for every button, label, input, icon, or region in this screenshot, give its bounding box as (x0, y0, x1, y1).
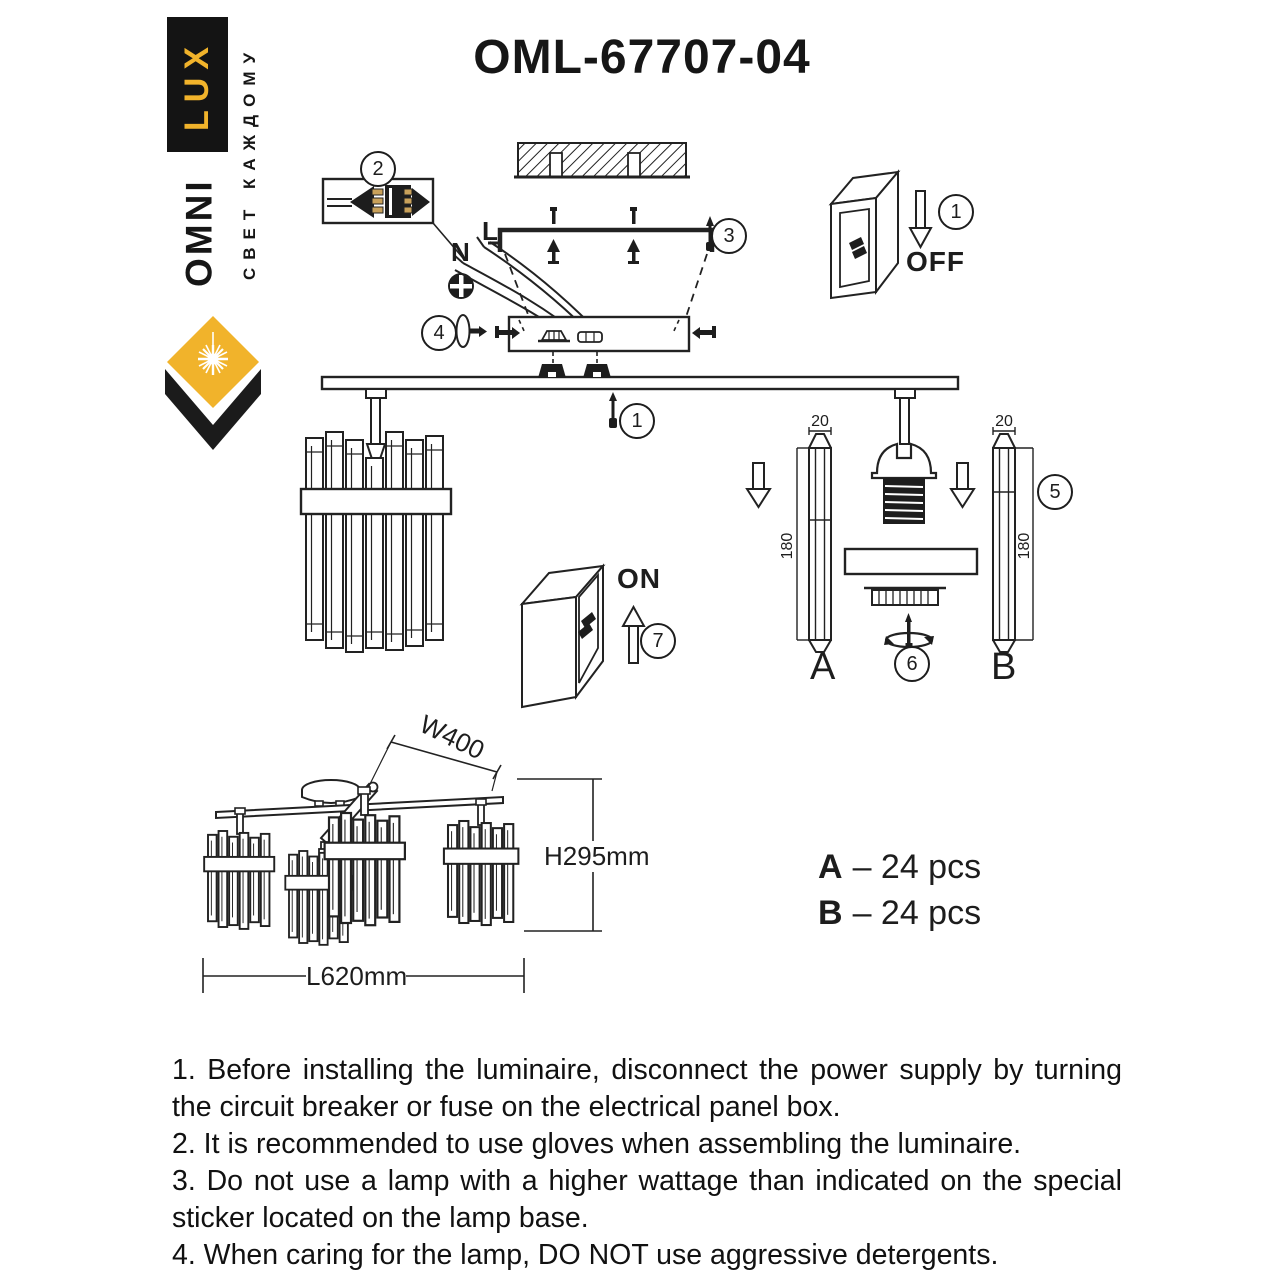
step-badge-bracket (711, 218, 747, 254)
parts-count-a-qty: – 24 pcs (852, 848, 982, 886)
step-badge-wiring (360, 151, 396, 187)
step-number: 4 (433, 321, 445, 344)
step-badge-power-on (640, 623, 676, 659)
page-title: OML-67707-04 (473, 31, 811, 84)
breaker-box-on-icon (522, 566, 603, 707)
wire-label-live: L (482, 216, 498, 246)
crystal-shade-icon (301, 432, 451, 652)
instruction-item: 4. When caring for the lamp, DO NOT use aggressive detergents. (172, 1239, 999, 1271)
brand-omni-text: OMNI (178, 178, 220, 288)
arrow-down-icon (747, 463, 770, 507)
parts-count-b-label: B (818, 894, 843, 932)
logo-mark-icon (165, 316, 261, 450)
step-badge-bar (619, 403, 655, 439)
instructions-block (172, 1052, 1122, 1274)
dim-fixture-length: L620mm (306, 961, 408, 991)
dim-rod-b-width: 20 (995, 413, 1013, 430)
mounting-ring-icon (845, 549, 977, 574)
crystal-rod-a-icon (797, 427, 831, 652)
ceiling-hatch-icon (514, 143, 690, 177)
parts-count-b (818, 894, 981, 933)
step-badge-canopy (421, 315, 457, 351)
dim-fixture-height: H295mm (544, 841, 650, 871)
wire-label-neutral: N (451, 237, 470, 267)
instruction-item: 3. Do not use a lamp with a higher wattage than indicated on the special sticker located on the lamp base. (172, 1165, 1122, 1234)
step-number: 3 (723, 224, 735, 247)
dim-rod-a-width: 20 (811, 413, 829, 430)
lamp-socket-icon (872, 444, 936, 524)
fixture-overview-icon (203, 735, 602, 993)
mounting-bracket-icon (488, 207, 724, 317)
screwdriver-icon (609, 392, 617, 428)
off-label: OFF (906, 246, 965, 277)
step-badge-rods (1037, 474, 1073, 510)
canopy-plate-icon (495, 317, 716, 364)
instruction-item: 1. Before installing the luminaire, disconnect the power supply by turning the circuit breaker or fuse on the electrical panel box. (172, 1054, 1122, 1123)
parts-count-b-qty: – 24 pcs (852, 894, 982, 932)
terminal-block-icon (323, 179, 463, 258)
brand-lux-text: LUX (178, 38, 216, 131)
side-screw-icon (457, 315, 488, 347)
dim-rod-b-height: 180 (1016, 532, 1033, 560)
step-number: 7 (652, 629, 664, 652)
parts-count-a (818, 848, 981, 887)
step-number: 1 (631, 409, 643, 432)
arrow-down-icon (951, 463, 974, 507)
part-a-label: A (810, 646, 836, 688)
dim-rod-a-height: 180 (779, 532, 796, 560)
decor-washer-icon (864, 588, 946, 605)
step-badge-power-off (938, 194, 974, 230)
dim-fixture-width: W400 (415, 708, 490, 766)
step-number: 2 (372, 157, 384, 180)
brand-tagline: СВЕТ КАЖДОМУ (240, 44, 259, 280)
breaker-box-off-icon (831, 172, 898, 298)
arrow-down-icon (910, 191, 931, 247)
step-number: 1 (950, 200, 962, 223)
phillips-screw-icon (448, 273, 474, 299)
brand-logo (167, 17, 228, 152)
step-number: 5 (1049, 480, 1061, 503)
step-badge-thumbscrew (894, 646, 930, 682)
parts-count-a-label: A (818, 848, 843, 886)
instruction-item: 2. It is recommended to use gloves when assembling the luminaire. (172, 1128, 1022, 1160)
step-number: 6 (906, 652, 918, 675)
part-b-label: B (991, 646, 1017, 688)
on-label: ON (617, 563, 661, 594)
